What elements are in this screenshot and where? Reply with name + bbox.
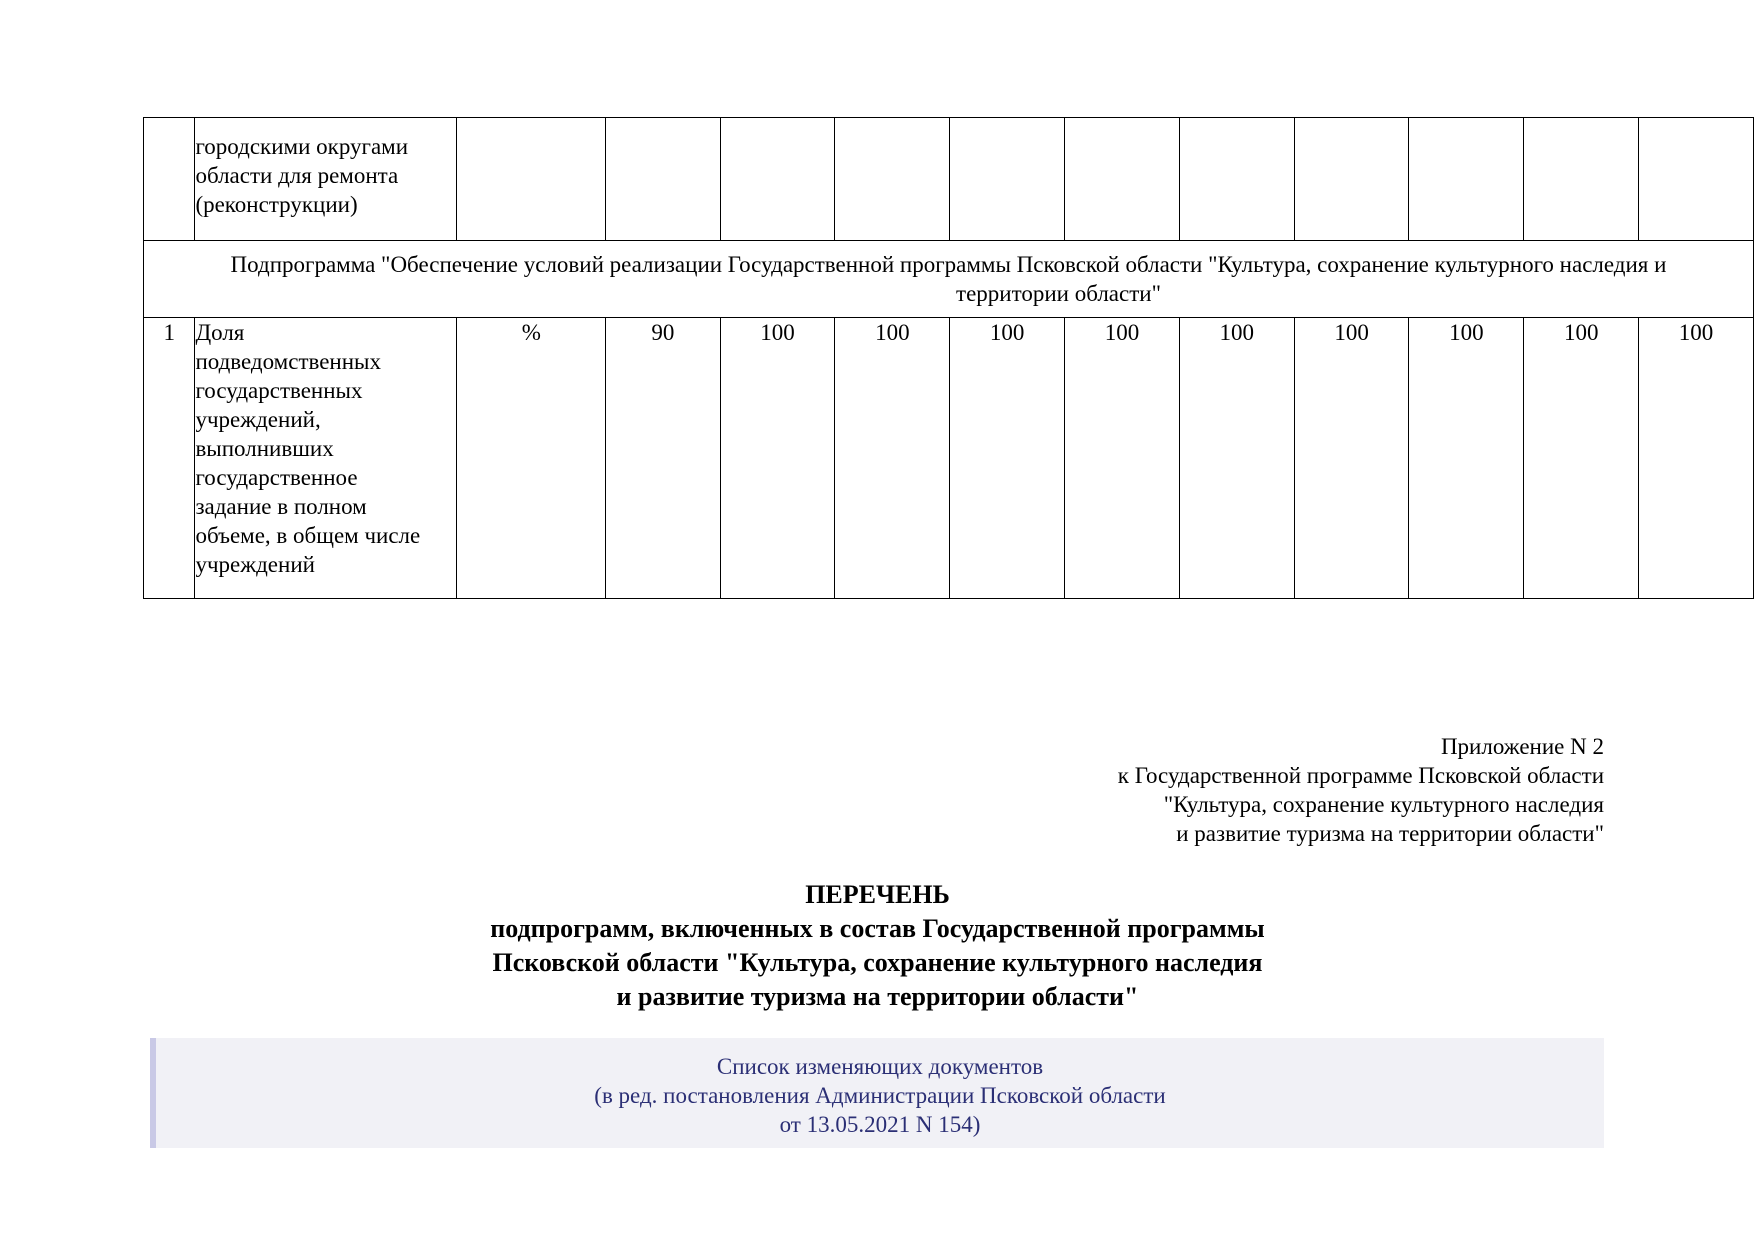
value-cell: 100 <box>1065 318 1180 599</box>
indicator-name-line: государственное <box>195 465 358 490</box>
value-cell <box>1524 118 1639 241</box>
value-cell: 100 <box>1639 318 1754 599</box>
value-cell: 100 <box>835 318 950 599</box>
appendix-line: и развитие туризма на территории области" <box>1176 821 1604 846</box>
subprogram-title-cell <box>144 241 1754 318</box>
indicator-name-line: учреждений, <box>195 407 321 432</box>
value-cell <box>1065 118 1180 241</box>
value-cell <box>1294 118 1409 241</box>
indicators-table <box>143 117 1754 599</box>
table-row <box>144 318 1754 599</box>
indicator-name-cell <box>195 318 457 599</box>
indicator-name-line: (реконструкции) <box>195 192 358 217</box>
number-cell: 1 <box>144 318 195 599</box>
number-cell <box>144 118 195 241</box>
appendix-line: "Культура, сохранение культурного наследия <box>1163 792 1604 817</box>
indicator-name-cell <box>195 118 457 241</box>
amendments-line: Список изменяющих документов <box>716 1054 1044 1079</box>
appendix-line: к Государственной программе Псковской области <box>1117 763 1604 788</box>
amendments-line: от 13.05.2021 N 154) <box>779 1112 981 1137</box>
value-cell: 100 <box>1179 318 1294 599</box>
value-cell <box>720 118 835 241</box>
appendix-line: Приложение N 2 <box>1440 734 1604 759</box>
indicator-name-line: подведомственных <box>195 349 381 374</box>
value-cell <box>606 118 720 241</box>
subprogram-row <box>144 241 1754 318</box>
amendments-box <box>150 1038 1604 1148</box>
unit-cell <box>457 118 606 241</box>
indicator-name-line: учреждений <box>195 552 315 577</box>
indicator-name-line: объеме, в общем числе <box>195 523 421 548</box>
indicator-name-line: Доля <box>195 320 245 345</box>
document-title <box>300 878 1455 1014</box>
value-cell <box>1409 118 1524 241</box>
title-line: Псковской области "Культура, сохранение культурного наследия <box>492 948 1263 977</box>
unit-cell: % <box>457 318 606 599</box>
value-cell: 100 <box>1409 318 1524 599</box>
indicator-name-line: задание в полном <box>195 494 367 519</box>
amendments-line: (в ред. постановления Администрации Псковской области <box>594 1083 1166 1108</box>
title-line: подпрограмм, включенных в состав Государственной программы <box>490 914 1265 943</box>
value-cell: 100 <box>1294 318 1409 599</box>
value-cell: 100 <box>720 318 835 599</box>
title-line: ПЕРЕЧЕНЬ <box>805 880 950 909</box>
value-cell: 90 <box>606 318 720 599</box>
subprogram-title-line: Подпрограмма "Обеспечение условий реализации Государственной программы Псковской области "Культура, сохранение культурного наследия и <box>230 252 1667 277</box>
value-cell <box>835 118 950 241</box>
appendix-header <box>704 732 1604 848</box>
title-line: и развитие туризма на территории области" <box>616 982 1139 1011</box>
value-cell <box>1639 118 1754 241</box>
subprogram-title-line: территории области" <box>956 281 1161 306</box>
value-cell <box>1179 118 1294 241</box>
indicator-name-line: государственных <box>195 378 363 403</box>
value-cell: 100 <box>950 318 1065 599</box>
indicator-name-line: городскими округами <box>195 134 409 159</box>
value-cell: 100 <box>1524 318 1639 599</box>
indicator-name-line: области для ремонта <box>195 163 399 188</box>
table-row <box>144 118 1754 241</box>
indicator-name-line: выполнивших <box>195 436 334 461</box>
value-cell <box>950 118 1065 241</box>
